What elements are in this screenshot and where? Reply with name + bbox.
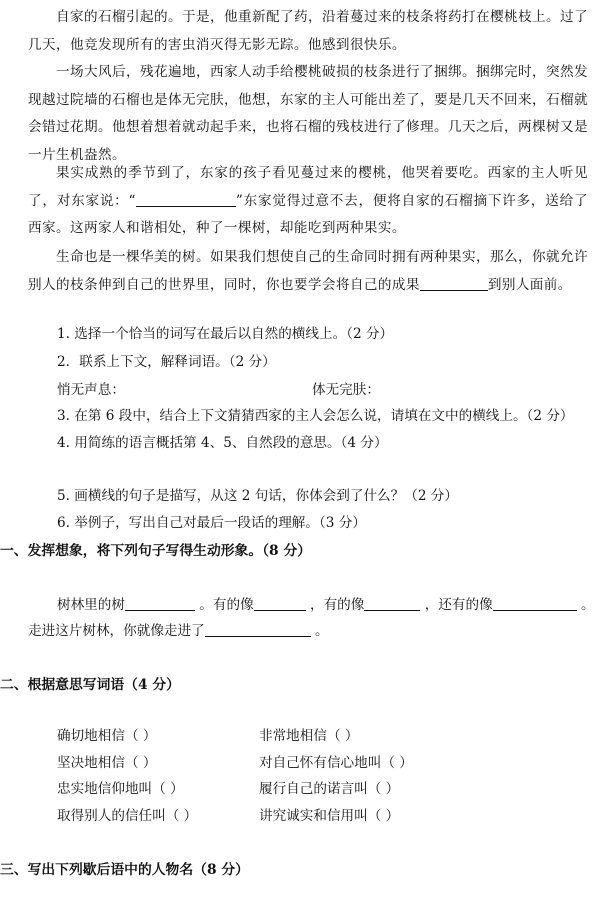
word-item: 对自己怀有信心地叫（ ） [259,755,413,771]
sentence-text: 走进这片树林，你就像走进了 [28,623,205,639]
answer-blank[interactable] [205,622,311,637]
sentence-text: ，还有的像 [424,597,493,613]
passage-text: 生命也是一棵华美的树。如果我们想使自己的生命同时拥有两种果实，那么，你就允许别人的枝条伸到自己的世界里，同时，你也要学会将自己的成果 [28,249,588,293]
sentence-text: 树林里的树 [57,597,125,613]
question-2-term-2: 体无完肤： [312,382,380,398]
word-item: 取得别人的信任叫（ ） [57,808,198,824]
question-6: 6. 举例子，写出自己对最后一段话的理解。（3 分） [57,515,366,531]
word-item: 忠实地信仰地叫（ ） [57,781,184,797]
word-item: 非常地相信（ ） [259,728,359,744]
sentence-text: ，有的像 [310,597,365,613]
question-5: 5. 画横线的句子是描写，从这 2 句话，你体会到了什么？（2 分） [57,488,458,504]
passage-text: ”东家觉得过意不去，便将自家的石榴摘下许多，送给了西家。这两家人和谐相处，种了一棵树，却能吃到两种果实。 [28,192,588,236]
section-1-heading: 一、发挥想象，将下列句子写得生动形象。（8 分） [0,543,312,559]
question-2: 2．联系上下文，解释词语。（2 分） [57,354,276,370]
answer-blank[interactable] [364,596,420,611]
passage-paragraph-4 [28,244,588,299]
answer-blank[interactable] [493,596,577,611]
question-1: 1. 选择一个恰当的词写在最后以自然的横线上。（2 分） [57,326,394,342]
passage-paragraph-3 [28,160,588,243]
question-3: 3. 在第 6 段中，结合上下文猜猜西家的主人会怎么说，请填在文中的横线上。（2 分） [57,408,574,424]
passage-text: 到别人面前。 [487,276,572,293]
passage-text: 自家的石榴引起的。于是，他重新配了药，沿着蔓过来的枝条将药打在樱桃枝上。过了几天，他竞发现所有的害虫消灭得无影无踪。他感到很快乐。 [28,9,588,53]
sentence-text: 。 [581,597,595,613]
question-4: 4. 用简练的语言概括第 4、5、自然段的意思。（4 分） [57,435,388,451]
passage-text: 一场大风后，残花遍地，西家人动手给樱桃破损的枝条进行了捆绑。捆绑完时，突然发现越过院墙的石榴也是体无完肤，他想，东家的主人可能出差了，要是几天不回来，石榴就会错过花期。他想着想着就动起手来，也将石榴的残枝进行了修理。几天之后，两棵树又是一片生机盎然。 [28,64,588,163]
answer-blank[interactable] [136,192,236,207]
answer-blank[interactable] [125,596,195,611]
word-item: 履行自己的诺言叫（ ） [259,781,400,797]
answer-blank[interactable] [254,596,306,611]
section-2-heading: 二、根据意思写词语（4 分） [0,677,180,693]
word-item: 讲究诚实和信用叫（ ） [259,808,400,824]
section-1-sentence-line-1 [57,595,595,615]
passage-paragraph-1 [28,4,588,59]
passage-paragraph-2 [28,59,588,169]
answer-blank[interactable] [420,276,488,291]
section-3-heading: 三、写出下列歇后语中的人物名（8 分） [0,862,249,878]
section-1-sentence-line-2 [28,621,329,641]
passage-text: 果实成熟的季节到了，东家的孩子看见蔓过来的樱桃，他哭着要吃。西家的主人听见了，对东家说：“ [28,165,588,209]
question-2-term-1: 悄无声息： [57,382,125,398]
word-item: 坚决地相信（ ） [57,755,157,771]
sentence-text: 。有的像 [199,597,254,613]
word-item: 确切地相信（ ） [57,728,157,744]
sentence-text: 。 [315,623,329,639]
